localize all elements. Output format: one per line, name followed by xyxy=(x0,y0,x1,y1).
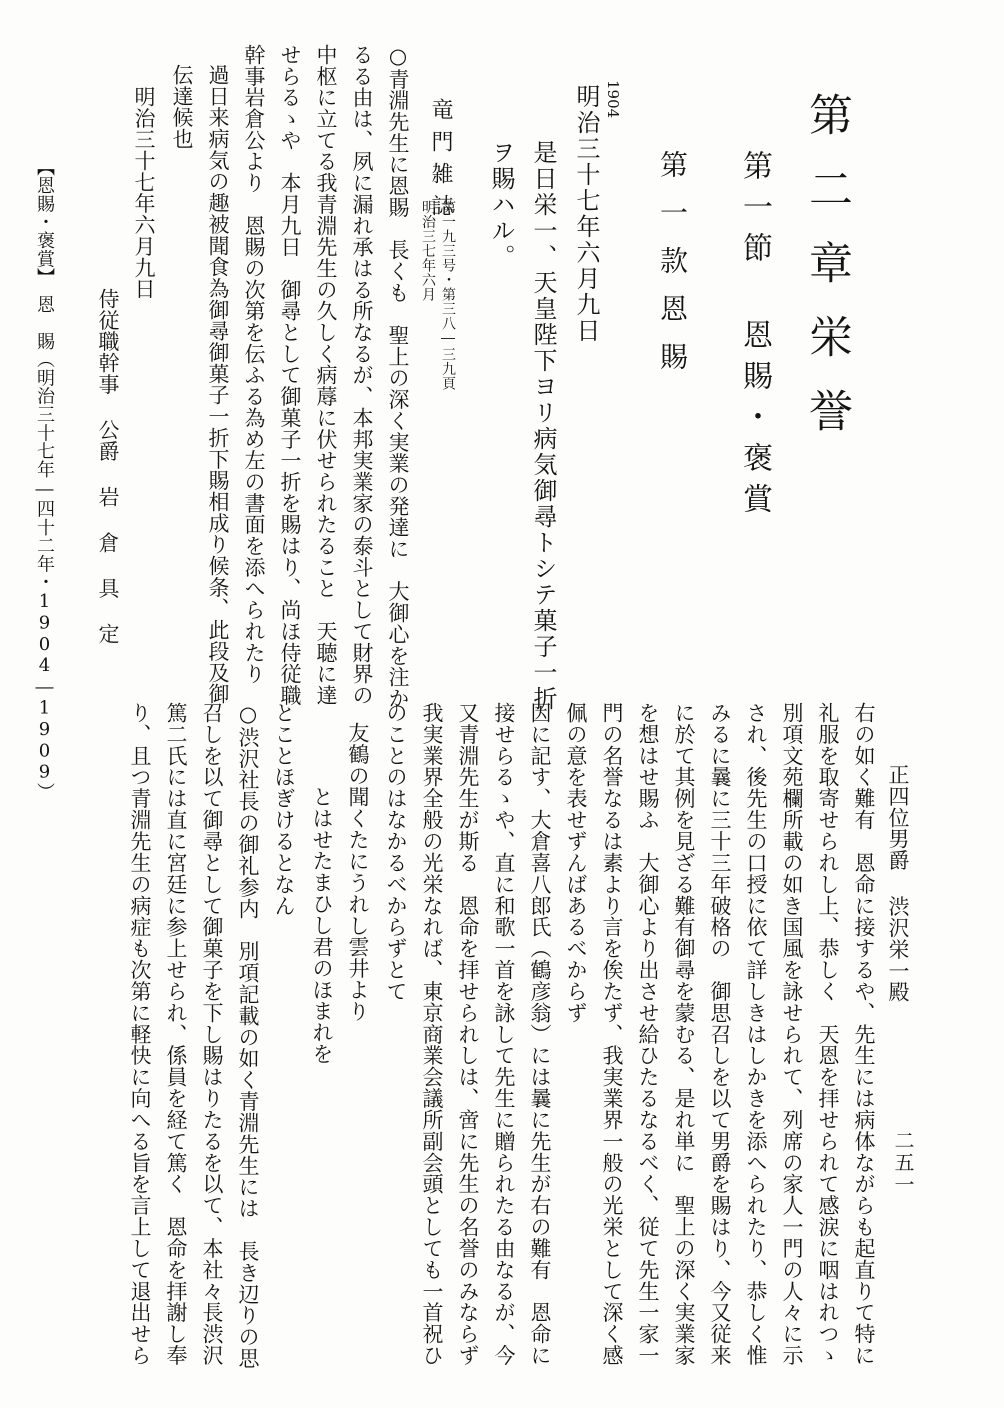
article-line: 別項文苑欄所載の如き国風を詠せられて、列席の家人一門の人々に示 xyxy=(780,702,804,1367)
article-line: 召しを以て御尋として御菓子を下し賜はりたるを以て、本社々長渋沢 xyxy=(200,702,224,1367)
article-line: みるに曩に三十三年破格の 御思召しを以て男爵を賜はり、今又従来 xyxy=(708,702,732,1367)
article-line: り、且つ青淵先生の病症も次第に軽快に向へる旨を言上して退出せら xyxy=(128,702,152,1367)
article-line: 中枢に立てる我青淵先生の久しく病蓐に伏せられたること 天聴に達 xyxy=(314,44,338,706)
article-line: 幹事岩倉公より 恩賜の次第を伝ふる為め左の書面を添へられたり xyxy=(242,44,266,685)
poem-line: とはせたまひし君のほまれを xyxy=(310,786,334,1065)
article-line: 篤二氏には直に宮廷に参上せられ、係員を経て篤く 恩命を拝謝し奉 xyxy=(164,702,188,1367)
letter-line: 過日来病気の趣被聞食為御尋御菓子一折下賜相成り候条、此段及御 xyxy=(206,64,230,705)
article-line: のことのはなかるべからずとて xyxy=(384,702,408,1002)
poem-line: 友鶴の聞くたにうれし雲井より xyxy=(346,722,370,1022)
article-line: に於て其例を見ざる難有御尋を蒙むる、是れ単に 聖上の深く実業家 xyxy=(672,702,696,1367)
running-head: 【恩賜・褒賞】 恩 賜（明治三十七年―四十二年・1904―1909） xyxy=(34,158,55,802)
letter-date: 明治三十七年六月九日 xyxy=(132,86,156,300)
article-line: せらるゝや 本月九日 御尋として御菓子一折を賜はり、尚ほ侍従職 xyxy=(278,44,302,706)
article-line: 我実業界全般の光栄なれば、東京商業会議所副会頭としても一首祝ひ xyxy=(420,702,444,1367)
article-line: 右の如く難有 恩命に接するや、先生には病体ながらも起直りて特に xyxy=(852,702,876,1367)
addressee: 正四位男爵 渋沢栄一殿 xyxy=(886,764,910,1003)
article-heading: 第一款恩賜 xyxy=(656,150,689,390)
closing-line: とことほぎけるとなん xyxy=(272,702,296,917)
article-line: 佩の意を表せずんばあるべからず xyxy=(564,702,588,1024)
article-line: 又青淵先生が斯る 恩命を拝せられしは、啻に先生の名誉のみならず xyxy=(456,702,480,1367)
article-line: を想はせ賜ふ 大御心より出させ給ひたるなるべく、従て先生一家一 xyxy=(636,702,660,1367)
entry-line: 是日栄一、天皇陛下ヨリ病気御尋トシテ菓子一折 xyxy=(529,140,557,712)
letter-line: 伝達候也 xyxy=(170,64,194,150)
chapter-heading: 第二章栄誉 xyxy=(801,92,852,462)
article-line: ○青淵先生に恩賜 長くも 聖上の深く実業の発達に 大御心を注か xyxy=(386,44,410,709)
article-line: ○渋沢社長の御礼参内 別項記載の如く青淵先生には 長き辺りの思 xyxy=(236,702,260,1370)
page-number: 二五一 xyxy=(891,1130,915,1196)
article-line: るる由は、夙に漏れ承はる所なるが、本邦実業家の泰斗として財界の xyxy=(350,44,374,706)
source-issue: 第一九三号・第三八―三九頁 xyxy=(440,200,456,391)
section-heading: 第一節 恩賜・褒賞 xyxy=(737,150,772,524)
source-date: 明治三七年六月 xyxy=(420,200,436,302)
entry-date: 明治三十七年六月九日 xyxy=(572,84,600,344)
letter-signer: 侍従職幹事 公爵 岩 倉 具 定 xyxy=(96,288,120,645)
source-title: 竜門雑誌 xyxy=(428,98,453,226)
article-line: 接せらるゝや、直に和歌一首を詠して先生に贈られたる由なるが、今 xyxy=(492,702,516,1367)
entry-year: 1904 xyxy=(604,80,622,119)
entry-line: ヲ賜ハル。 xyxy=(487,140,515,270)
article-line: され、後先生の口授に依て詳しきはしかきを添へられたり、恭しく惟 xyxy=(744,702,768,1367)
article-line: 礼服を取寄せられし上、恭しく 天恩を拝せられて感涙に咽はれつゝ xyxy=(816,702,840,1367)
article-line: 門の名誉なるは素より言を俟たず、我実業界一般の光栄として深く感 xyxy=(600,702,624,1367)
article-line: 因に記す、大倉喜八郎氏（鶴彦翁）には曩に先生が右の難有 恩命に xyxy=(528,702,552,1367)
